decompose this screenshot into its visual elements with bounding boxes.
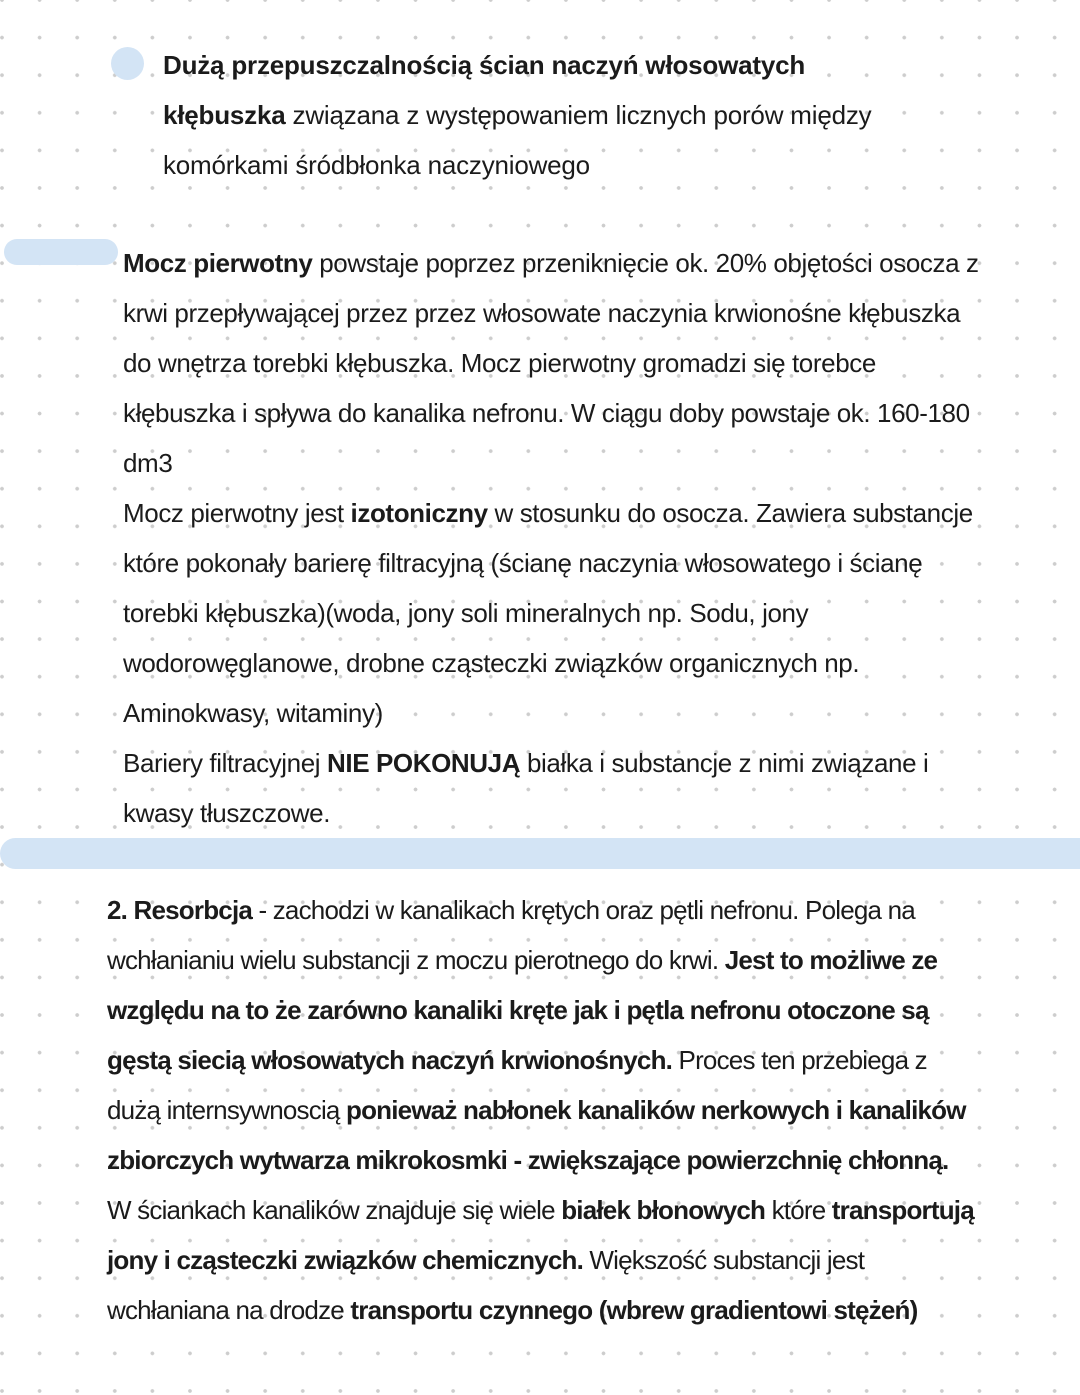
text-line <box>123 288 979 338</box>
bold-text-segment: izotoniczny <box>350 498 488 528</box>
text-segment: torebki kłębuszka)(woda, jony soli mineralnych np. Sodu, jony <box>123 598 809 628</box>
bold-text-segment: zbiorczych wytwarza mikrokosmki - zwiększające powierzchnię chłonną. <box>107 1145 949 1175</box>
bold-text-segment: transportu czynnego (wbrew gradientowi stężeń) <box>350 1295 918 1325</box>
paragraph-mocz-pierwotny <box>123 238 979 838</box>
text-line <box>163 40 871 90</box>
bold-text-segment: gęstą siecią włosowatych naczyń krwionośnych. <box>107 1045 673 1075</box>
text-segment: komórkami śródbłonka naczyniowego <box>163 150 590 180</box>
text-segment: krwi przepływającej przez przez włosowate naczynia krwionośne kłębuszka <box>123 298 961 328</box>
text-segment: które pokonały barierę filtracyjną (ścianę naczynia włosowatego i ścianę <box>123 548 923 578</box>
text-segment: dużą internsywnoscią <box>107 1095 346 1125</box>
text-segment: Aminokwasy, witaminy) <box>123 698 383 728</box>
bullet-item-permeability <box>163 40 871 190</box>
text-segment: wodorowęglanowe, drobne cząsteczki związków organicznych np. <box>123 648 860 678</box>
bold-text-segment: transportują <box>831 1195 974 1225</box>
text-line <box>107 1085 974 1135</box>
text-line <box>107 1235 974 1285</box>
bullet-item-text <box>163 40 871 190</box>
bold-text-segment: Mocz pierwotny <box>123 248 313 278</box>
text-line <box>123 388 979 438</box>
text-segment: - zachodzi w kanalikach krętych oraz pętli nefronu. Polega na <box>252 895 915 925</box>
text-segment: dm3 <box>123 448 173 478</box>
bold-text-segment: 2. Resorbcja <box>107 895 253 925</box>
paragraph-text <box>107 885 974 1335</box>
text-line <box>107 1185 974 1235</box>
text-line <box>107 985 974 1035</box>
text-line <box>123 788 979 838</box>
text-segment: Proces ten przebiega z <box>672 1045 927 1075</box>
text-line <box>107 1035 974 1085</box>
text-segment: Mocz pierwotny jest <box>123 498 351 528</box>
text-line <box>107 935 974 985</box>
text-line <box>123 488 979 538</box>
text-segment: wchłanianiu wielu substancji z moczu pierotnego do krwi. <box>107 945 725 975</box>
bold-text-segment: ponieważ nabłonek kanalików nerkowych i kanalików <box>346 1095 966 1125</box>
text-line <box>123 638 979 688</box>
text-line <box>123 588 979 638</box>
text-segment: wchłaniana na drodze <box>107 1295 351 1325</box>
text-line <box>107 1285 974 1335</box>
paragraph-text <box>123 238 979 838</box>
highlight-pill <box>4 239 118 265</box>
text-segment: kłębuszka i spływa do kanalika nefronu. W ciągu doby powstaje ok. 160-180 <box>123 398 970 428</box>
bold-text-segment: NIE POKONUJĄ <box>327 748 521 778</box>
text-segment: związana z występowaniem licznych porów między <box>285 100 872 130</box>
text-segment: które <box>765 1195 832 1225</box>
text-line <box>123 238 979 288</box>
text-line <box>123 338 979 388</box>
bold-text-segment: jony i cząsteczki związków chemicznych. <box>107 1245 583 1275</box>
text-segment: w stosunku do osocza. Zawiera substancje <box>487 498 973 528</box>
bold-text-segment: względu na to że zarówno kanaliki kręte jak i pętla nefronu otoczone są <box>107 995 929 1025</box>
bold-text-segment: białek błonowych <box>561 1195 766 1225</box>
bullet-highlight-dot-icon <box>111 47 144 80</box>
text-segment: do wnętrza torebki kłębuszka. Mocz pierwotny gromadzi się torebce <box>123 348 876 378</box>
section-divider-highlight <box>0 838 1080 869</box>
text-line <box>163 140 871 190</box>
text-segment: Większość substancji jest <box>583 1245 865 1275</box>
paragraph-resorbcja <box>107 885 974 1335</box>
text-line <box>107 885 974 935</box>
bold-text-segment: Jest to możliwe ze <box>724 945 938 975</box>
text-line <box>123 538 979 588</box>
text-segment: kwasy tłuszczowe. <box>123 798 331 828</box>
text-line <box>163 90 871 140</box>
text-segment: W ściankach kanalików znajduje się wiele <box>107 1195 562 1225</box>
text-segment: powstaje poprzez przeniknięcie ok. 20% objętości osocza z <box>312 248 979 278</box>
text-line <box>123 738 979 788</box>
text-segment: białka i substancje z nimi związane i <box>520 748 929 778</box>
text-line <box>107 1135 974 1185</box>
text-line <box>123 688 979 738</box>
text-segment: Bariery filtracyjnej <box>123 748 327 778</box>
text-line <box>123 438 979 488</box>
bold-text-segment: kłębuszka <box>163 100 286 130</box>
bold-text-segment: Dużą przepuszczalnością ścian naczyń włosowatych <box>163 50 806 80</box>
